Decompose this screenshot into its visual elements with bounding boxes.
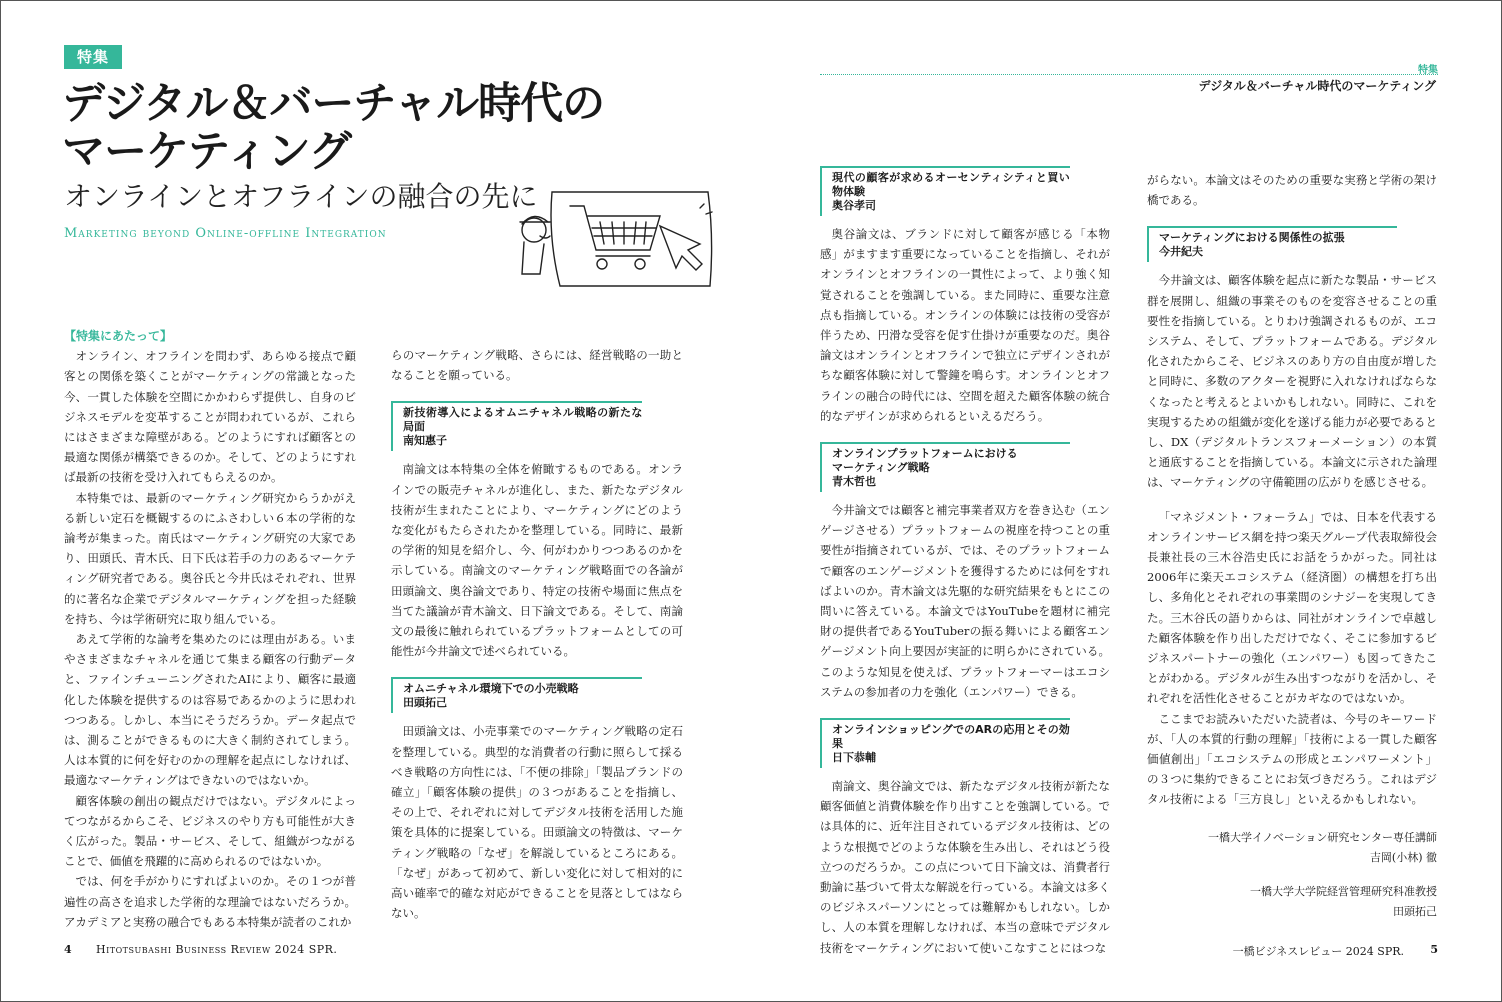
title-line-1: デジタル＆バーチャル時代の xyxy=(62,79,605,129)
section-title: オムニチャネル環境下での小売戦略 xyxy=(403,682,579,696)
intro-paragraph: 顧客体験の創出の観点だけではない。デジタルによってつながるからこそ、ビジネスのやり方も可能性が大きく広がった。製品・サービス、そして、組織がつながることで、価値を飛躍的に高められるのではないか。 xyxy=(64,793,356,869)
editor-name: 田頭拓己 xyxy=(1393,904,1437,918)
section-paragraph: 今井論文は、顧客体験を起点に新たな製品・サービス群を展開し、組織の事業そのものを変容させることの重要性を指摘している。とりわけ強調されるものが、エコシステム、そして、プラットフォームである。デジタル化されたからこそ、ビジネスのあり方の自由度が増したと同時に、多数のアクターを視野に入れなければならなくなったと考えるとよいかもしれない。同時に、これを実現するための組織が変化を遂げる能力が必要であるとし、DX（デジタルトランスフォーメーション）の本質と通底することを指摘している。本論文に示された論理は、マーケティングの守備範囲の広がりを感じさせる。 xyxy=(1147,273,1437,490)
section-paragraph: 南論文は本特集の全体を俯瞰するものである。オンラインでの販売チャネルが進化し、また、新たなデジタル技術が生まれたことにより、マーケティングにどのような変化がもたらされたかを整理している。同時に、最新の学術的知見を紹介し、今、何がわかりつつあるのかを示している。南論文のマーケティング戦略面での各論が田頭論文、奥谷論文であり、特定の技術や場面に焦点を当てた議論が青木論文、日下論文である。そして、南論文の最後に触れられているプラットフォームとしての可能性が今井論文で述べられている。 xyxy=(391,462,683,659)
intro-label: 【特集にあたって】 xyxy=(64,329,173,343)
page-title xyxy=(62,80,742,176)
section-paragraph: 田頭論文は、小売事業でのマーケティング戦略の定石を整理している。典型的な消費者の行動に照らして採るべき戦略の方向性には、「不便の排除」「製品ブランドの確立」「顧客体験の提供」の３つがあることを指摘し、その上で、それぞれに対してデジタル技術を活用した施策を具体的に提案している。田頭論文の特徴は、マーケティング戦略の「なぜ」を解説しているところにある。「なぜ」があって初めて、新しい変化に対して相対的に高い確率で的確な対応ができることを見落としてはならない。 xyxy=(391,724,683,921)
section-author: 青木哲也 xyxy=(832,475,876,489)
editor-name: 吉岡(小林) 徹 xyxy=(1369,850,1437,864)
right-journal-name: 一橋ビジネスレビュー 2024 SPR. xyxy=(1232,945,1404,958)
left-column-1 xyxy=(64,326,356,932)
right-column-1 xyxy=(820,154,1110,958)
section-author: 日下恭輔 xyxy=(832,751,876,765)
intro-paragraph: では、何を手がかりにすればよいのか。その１つが普遍性の高さを追求した学術的な理論ではないだろうか。アカデミアと実務の融合でもある本特集が読者のこれか xyxy=(64,874,356,929)
title-line-2: マーケティング xyxy=(62,127,351,177)
section-author: 南知惠子 xyxy=(403,434,447,448)
section-heading xyxy=(391,677,642,713)
section-author: 今井紀夫 xyxy=(1159,245,1203,259)
section-title: オンラインショッピングでのARの応用とその効果 xyxy=(832,723,1070,751)
running-head-title: デジタル＆バーチャル時代のマーケティング xyxy=(1198,79,1436,93)
left-column-2 xyxy=(391,345,683,923)
section-title: マーケティングにおける関係性の拡張 xyxy=(1159,231,1345,245)
intro-paragraph: 本特集では、最新のマーケティング研究からうかがえる新しい定石を概観するのにふさわしい６本の学術的な論考が集まった。南氏はマーケティング研究の大家であり、田頭氏、青木氏、日下氏は若手の力のあるマーケティング研究者である。奥谷氏と今井氏はそれぞれ、世界的に著名な企業でデジタルマーケティングを担った経験を持ち、今は学術研究に取り組んでいる。 xyxy=(64,490,356,626)
intro-paragraph: あえて学術的な論考を集めたのには理由がある。いまやさまざまなチャネルを通じて集まる顧客の行動データと、ファインチューニングされたAIにより、顧客に最適化した体験を提供するのは容易であるかのように思われつつある。しかし、本当にそうだろうか。データ起点では、測ることができるものに大きく制約されてしまう。人は本質的に何を好むのかの理解を起点にしなければ、最適なマーケティングはできないのではないか。 xyxy=(64,632,356,788)
continued-paragraph: らのマーケティング戦略、さらには、経営戦略の一助となることを願っている。 xyxy=(391,348,683,383)
left-page-number: 4 xyxy=(64,943,72,956)
section-heading xyxy=(820,718,1070,768)
section-title: 現代の顧客が求めるオーセンティシティと買い物体験 xyxy=(832,171,1070,198)
feature-badge: 特集 xyxy=(64,45,122,69)
subtitle: オンラインとオフラインの融合の先に xyxy=(64,180,538,213)
closing-paragraph: ここまでお読みいただいた読者は、今号のキーワードが、「人の本質的行動の理解」「技術による一貫した顧客価値創出」「エコシステムの形成とエンパワーメント」の３つに集約できることにお気づきだろう。これはデジタル技術による「三方良し」といえるかもしれない。 xyxy=(1147,711,1437,807)
editor-affiliation: 一橋大学大学院経営管理研究科准教授 xyxy=(1250,884,1437,898)
shopping-cart-illustration xyxy=(500,178,718,290)
section-heading xyxy=(820,442,1070,492)
intro-paragraph: オンライン、オフラインを問わず、あらゆる接点で顧客との関係を築くことがマーケティングの常識となった今、一貫した体験を空間にかかわらず提供し、自身のビジネスモデルを変革することが問われているが、これらにはさまざまな障壁がある。どのようにすれば顧客との最適な関係が構築できるのか。そして、どのようにすれば最新の技術を受け入れてもらえるのか。 xyxy=(64,349,356,485)
section-title: 新技術導入によるオムニチャネル戦略の新たな局面 xyxy=(403,406,643,434)
section-paragraph: 奥谷論文は、ブランドに対して顧客が感じる「本物感」がますます重要になっていることを指摘し、それがオンラインとオフラインの一貫性によって、より強く知覚されることを強調している。また同時に、重要な注意点も指摘している。オンラインの体験には技術の受容が伴うため、円滑な受容を促す仕掛けが重要なのだ。奥谷論文はオンラインとオフラインで独立にデザインされがちな顧客体験に対して警鐘を鳴らす。オンラインとオフラインの融合の時代には、空間を超えた顧客体験の統合的なデザインが求められるといえるだろう。 xyxy=(820,227,1110,423)
section-author: 田頭拓己 xyxy=(403,696,447,710)
right-page-number: 5 xyxy=(1430,943,1438,956)
section-title: マーケティング戦略 xyxy=(832,461,930,475)
section-title: オンラインプラットフォームにおける xyxy=(832,447,1018,461)
section-paragraph: 南論文、奥谷論文では、新たなデジタル技術が新たな顧客価値と消費体験を作り出すことを強調している。では具体的に、近年注目されているデジタル技術は、どのような根拠でどのような体験を生み出し、それはどう役立つのだろうか。この点について日下論文は、消費者行動論に基づいて骨太な解説を行っている。本論文は多くのビジネスパーソンにとっては難解かもしれない。しかし、人の本質を理解しなければ、本当の意味でデジタル技術をマーケティングにおいて使いこなすことにはつな xyxy=(820,779,1110,955)
running-head-rule xyxy=(820,74,1438,75)
section-paragraph: 今井論文では顧客と補完事業者双方を巻き込む（エンゲージさせる）プラットフォームの視座を持つことの重要性が指摘されているが、では、そのプラットフォームで顧客のエンゲージメントを獲得するためには何をすればよいのか。青木論文は先駆的な研究結果をもとにこの問いに答えている。本論文ではYouTubeを題材に補完財の提供者であるYouTuberの振る舞いによる顧客エンゲージメント向上要因が実証的に明らかにされている。このような知見を使えば、プラットフォーマーはエコシステムの参加者の力を強化（エンパワー）できる。 xyxy=(820,503,1110,699)
continued-paragraph: がらない。本論文はそのための重要な実務と学術の架け橋である。 xyxy=(1147,173,1437,208)
right-column-2 xyxy=(1147,170,1437,922)
section-heading xyxy=(820,166,1070,216)
section-heading xyxy=(1147,226,1397,262)
editor-affiliation: 一橋大学イノベーション研究センター専任講師 xyxy=(1207,830,1437,844)
english-subtitle: Marketing beyond Online-offline Integration xyxy=(64,226,387,241)
left-journal-name: Hitotsubashi Business Review 2024 SPR. xyxy=(96,943,338,956)
forum-paragraph: 「マネジメント・フォーラム」では、日本を代表するオンラインサービス網を持つ楽天グループ代表取締役会長兼社長の三木谷浩史氏にお話をうかがった。同社は2006年に楽天エコシステム（経済圏）の構想を打ち出し、多角化とそれぞれの事業間のシナジーを実現してきた。三木谷氏の語りからは、同社がオンラインで卓越した顧客体験を作り出しただけでなく、そこに参加するビジネスパートナーの強化（エンパワー）も図ってきたことがわかる。デジタルが生み出すつながりを活かし、それぞれを活性化させることがカギなのではないか。 xyxy=(1147,509,1437,706)
running-head-label: 特集 xyxy=(1418,65,1438,76)
section-heading xyxy=(391,401,642,451)
section-author: 奥谷孝司 xyxy=(832,199,876,212)
